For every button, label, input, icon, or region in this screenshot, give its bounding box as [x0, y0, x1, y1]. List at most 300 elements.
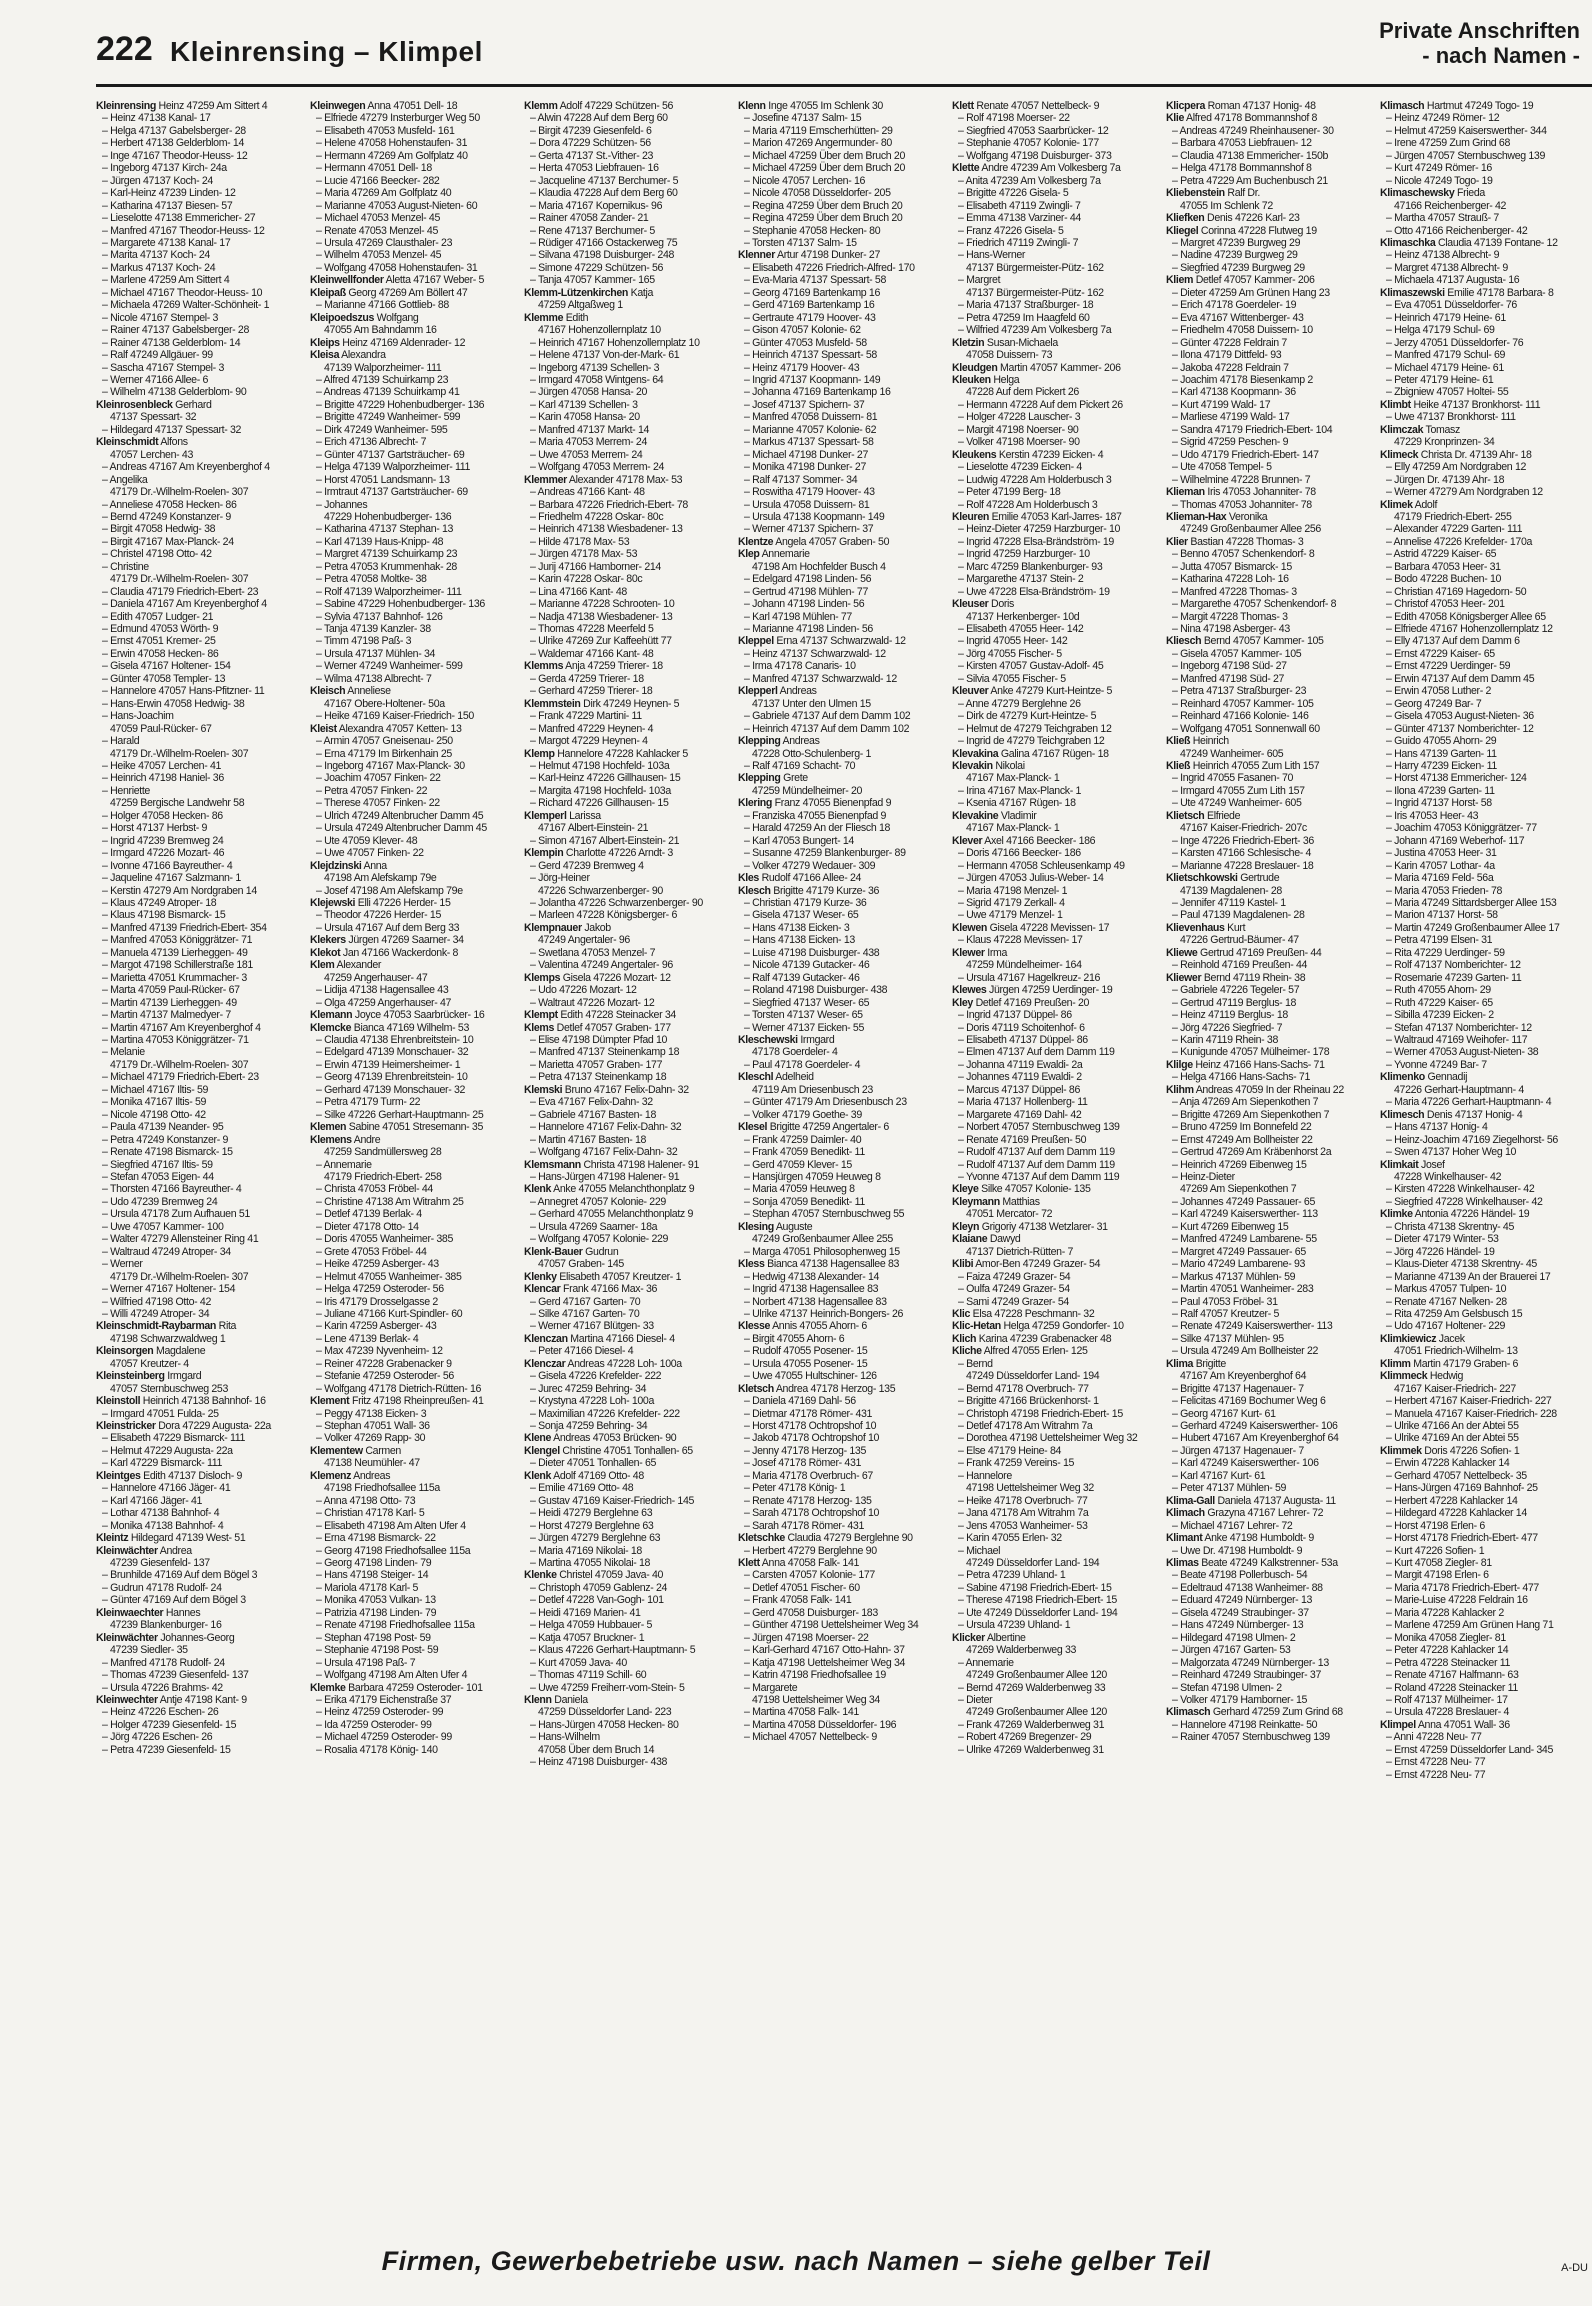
directory-entry: 47119 Am Driesenbusch 23 [752, 1083, 873, 1096]
directory-entry: – Margarethe 47137 Stein- 2 [958, 573, 1084, 586]
directory-entry: Kleudgen Martin 47057 Kammer- 206 [952, 361, 1121, 374]
directory-entry: – Rudolf 47137 Auf dem Damm 119 [958, 1146, 1115, 1159]
surname: Klimmeck [1380, 1370, 1428, 1383]
directory-entry: – Dora 47229 Schützen- 56 [530, 137, 651, 150]
directory-entry: – Bruno 47259 Im Bonnefeld 22 [1172, 1121, 1312, 1134]
directory-entry: Kleinwächter Johannes-Georg [96, 1631, 235, 1644]
surname: Klimm [1380, 1357, 1411, 1370]
directory-entry: – Ernst 47228 Neu- 77 [1386, 1768, 1486, 1781]
directory-entry: – Peter 47179 Heine- 61 [1386, 373, 1494, 386]
directory-entry: – Heinz 47138 Kanal- 17 [102, 112, 211, 125]
directory-entry: Klever Axel 47166 Beecker- 186 [952, 834, 1096, 847]
surname: Klimaschka [1380, 236, 1436, 249]
directory-entry: – Wilma 47138 Albrecht- 7 [316, 672, 432, 685]
surname: Kliefken [1166, 212, 1205, 225]
surname: Klenke [524, 1569, 557, 1582]
directory-entry: Klewes Jürgen 47259 Uerdinger- 19 [952, 984, 1113, 997]
surname: Klekers [310, 934, 346, 947]
directory-entry: Klemcke Bianca 47169 Wilhelm- 53 [310, 1021, 469, 1034]
directory-entry: – Margret 47139 Schuirkamp 23 [316, 548, 458, 561]
directory-entry: – Roland 47228 Steinacker 11 [1386, 1681, 1518, 1694]
directory-entry: 47055 Im Schlenk 72 [1180, 199, 1273, 212]
directory-entry: 47226 Schwarzenberger- 90 [538, 884, 663, 897]
directory-entry: – Ingrid 47137 Koopmann- 149 [744, 373, 881, 386]
directory-entry: Klenczar Andreas 47228 Loh- 100a [524, 1357, 682, 1370]
directory-entry: – Elisabeth 47055 Heer- 142 [958, 623, 1084, 636]
directory-entry: – Manfred 47139 Friedrich-Ebert- 354 [102, 921, 267, 934]
directory-entry: – Doris 47119 Schoitenhof- 6 [958, 1021, 1085, 1034]
directory-entry: Klemke Barbara 47259 Osteroder- 101 [310, 1681, 483, 1694]
directory-entry: 47059 Paul-Rücker- 67 [110, 722, 212, 735]
directory-entry: – Frank 47259 Vereins- 15 [958, 1457, 1075, 1470]
directory-entry: – Elisabeth 47198 Am Alten Ufer 4 [316, 1519, 466, 1532]
directory-entry: – Ursula 47249 Am Bollheister 22 [1172, 1345, 1319, 1358]
directory-entry: – Günther 47198 Uettelsheimer Weg 34 [744, 1619, 919, 1632]
directory-entry: – Michael 47259 Osteroder- 99 [316, 1731, 452, 1744]
directory-entry: – Sigrid 47179 Zerkall- 4 [958, 897, 1065, 909]
directory-entry: Klibi Amor-Ben 47249 Grazer- 54 [952, 1258, 1101, 1271]
directory-entry: – Ingrid 47137 Düppel- 86 [958, 1009, 1072, 1022]
directory-entry: – Josefine 47137 Salm- 15 [744, 112, 862, 125]
directory-entry: – Theodor 47226 Herder- 15 [316, 909, 441, 922]
directory-entry: Klett Renate 47057 Nettelbeck- 9 [952, 100, 1100, 112]
directory-entry: – Jerzy 47051 Düsseldorfer- 76 [1386, 336, 1524, 349]
surname: Kleschl [738, 1071, 774, 1084]
directory-entry: – Hermann 47228 Auf dem Pickert 26 [958, 398, 1123, 411]
directory-entry: – Kurt 47059 Java- 40 [530, 1656, 627, 1669]
directory-entry: 47259 Sandmüllersweg 28 [324, 1146, 442, 1159]
directory-entry: – Gertraute 47179 Hoover- 43 [744, 311, 876, 324]
directory-entry: – Lina 47166 Kant- 48 [530, 585, 627, 598]
directory-entry: – Edith 47058 Königsberger Allee 65 [1386, 610, 1546, 623]
directory-entry: – Anneliese 47058 Hecken- 86 [102, 498, 237, 511]
surname: Klengel [524, 1444, 560, 1457]
directory-entry: – Reinhold 47169 Preußen- 44 [1172, 959, 1308, 972]
directory-entry: – Holger 47058 Hecken- 86 [102, 809, 223, 822]
directory-entry: – Günter 47058 Templer- 13 [102, 672, 226, 685]
directory-entry: – Maria 47053 Frieden- 78 [1386, 884, 1503, 897]
directory-entry: – Thomas 47119 Schill- 60 [530, 1669, 647, 1682]
surname: Kliewer [1166, 971, 1202, 984]
directory-entry: – Maria 47178 Friedrich-Ebert- 477 [1386, 1581, 1539, 1594]
directory-entry: – Renate 47249 Kaiserswerther- 113 [1172, 1320, 1333, 1333]
directory-entry: – Waltraud 47169 Weihofer- 117 [1386, 1033, 1528, 1046]
directory-entry: – Andreas 47167 Am Kreyenberghof 4 [102, 461, 270, 474]
surname: Klesel [738, 1121, 768, 1134]
directory-entry: – Renate 47198 Bismarck- 15 [102, 1146, 233, 1159]
directory-entry: – Alexander 47229 Garten- 111 [1386, 523, 1523, 536]
directory-entry: – Lucie 47166 Beecker- 282 [316, 174, 440, 187]
directory-entry: – Norbert 47057 Sternbuschweg 139 [958, 1121, 1120, 1134]
surname: Klic-Hetan [952, 1320, 1001, 1333]
directory-entry: – Dorothea 47198 Uettelsheimer Weg 32 [958, 1432, 1138, 1445]
directory-entry: Kliche Alfred 47055 Erlen- 125 [952, 1345, 1088, 1358]
directory-entry: – Elly 47137 Auf dem Damm 6 [1386, 635, 1520, 648]
surname: Kleisa [310, 349, 340, 362]
directory-entry: – Mario 47249 Lambarene- 93 [1172, 1258, 1306, 1271]
directory-entry: – Stefan 47137 Nomberichter- 12 [1386, 1021, 1532, 1034]
surname: Kleinrosenbleck [96, 398, 173, 411]
directory-entry: – Martin 47139 Lierheggen- 49 [102, 996, 237, 1009]
directory-entry: 47228 Auf dem Pickert 26 [966, 386, 1079, 399]
directory-entry: – Sami 47249 Grazer- 54 [958, 1295, 1069, 1308]
directory-entry: – Heinz 47138 Albrecht- 9 [1386, 249, 1500, 262]
directory-entry: – Ute 47249 Wanheimer- 605 [1172, 797, 1302, 810]
directory-entry: – Erwin 47058 Luther- 2 [1386, 685, 1492, 698]
directory-entry: – Werner 47137 Spichern- 37 [744, 523, 874, 536]
directory-entry: – Hans-Erwin 47058 Hedwig- 38 [102, 697, 245, 710]
directory-entry: – Annelise 47226 Krefelder- 170a [1386, 535, 1533, 548]
directory-entry: – Petra 47259 Im Haagfeld 60 [958, 311, 1090, 324]
directory-entry: – Elisabeth 47229 Bismarck- 111 [102, 1432, 246, 1445]
directory-entry: – Martina 47053 Königgrätzer- 71 [102, 1033, 249, 1046]
directory-entry: – Eva-Maria 47137 Spessart- 58 [744, 274, 887, 287]
surname: Klima [1166, 1357, 1194, 1370]
directory-entry: – Stefanie 47259 Osteroder- 56 [316, 1370, 454, 1383]
directory-entry: – Heinrich 47269 Eibenweg 15 [1172, 1158, 1307, 1171]
surname: Klie [1166, 112, 1185, 125]
directory-entry: – Rudolf 47055 Posener- 15 [744, 1345, 868, 1358]
surname: Klep [738, 548, 760, 561]
directory-entry: – Heinz 47137 Schwarzwald- 12 [744, 647, 886, 660]
directory-entry: – Gudrun 47178 Rudolf- 24 [102, 1581, 222, 1594]
directory-entry: – Martin 47051 Wanheimer- 283 [1172, 1283, 1314, 1296]
directory-entry: – Renate 47198 Friedhofsallee 115a [316, 1619, 475, 1632]
directory-entry: Klepperl Andreas [738, 685, 817, 698]
directory-entry: – Jurec 47259 Behring- 34 [530, 1382, 647, 1395]
directory-entry: – Ralf 47169 Schacht- 70 [744, 760, 856, 773]
directory-entry: – Georg 47198 Linden- 79 [316, 1557, 432, 1570]
directory-entry: – Maria 47119 Emscherhütten- 29 [744, 124, 893, 137]
directory-entry: – Werner [102, 1258, 143, 1271]
surname: Klietschkowski [1166, 872, 1238, 885]
directory-entry: Klep Annemarie [738, 548, 810, 561]
directory-entry: – Bernd [958, 1357, 993, 1370]
directory-entry: 47259 Mündelheimer- 20 [752, 784, 863, 797]
directory-entry: Kleuren Emilie 47053 Karl-Jarres- 187 [952, 510, 1122, 523]
surname: Klempt [524, 1009, 558, 1022]
directory-entry: – Anna 47198 Otto- 73 [316, 1494, 416, 1507]
directory-entry: Klemmer Alexander 47178 Max- 53 [524, 473, 683, 486]
directory-entry: – Georg 47167 Kurt- 61 [1172, 1407, 1276, 1420]
directory-entry: – Klaudia 47228 Auf dem Berg 60 [530, 187, 678, 200]
directory-entry: – Petra 47199 Elsen- 31 [1386, 934, 1493, 947]
surname: Klempin [524, 847, 564, 860]
directory-entry: Klem Alexander [310, 959, 382, 972]
directory-entry: – Ingrid 47259 Harzburger- 10 [958, 548, 1090, 561]
directory-entry: – Hermann 47051 Dell- 18 [316, 162, 432, 175]
directory-entry: – Lothar 47138 Bahnhof- 4 [102, 1507, 220, 1520]
directory-entry: Klic Elsa 47228 Peschmann- 32 [952, 1307, 1095, 1320]
directory-entry: Kleist Alexandra 47057 Ketten- 13 [310, 722, 462, 735]
surname: Klevakine [952, 809, 999, 822]
surname: Klenczar [524, 1357, 566, 1370]
directory-entry: – Markus 47137 Mühlen- 59 [1172, 1270, 1296, 1283]
surname: Kleinwechter [96, 1694, 158, 1706]
directory-entry: – Thomas 47239 Giesenfeld- 137 [102, 1669, 249, 1682]
directory-entry: Kles Rudolf 47166 Allee- 24 [738, 872, 862, 885]
directory-entry: Klimasch Gerhard 47259 Zum Grind 68 [1166, 1706, 1343, 1719]
directory-entry: Klenk Adolf 47169 Otto- 48 [524, 1469, 644, 1482]
directory-entry: – Karsten 47166 Schlesische- 4 [1172, 847, 1312, 860]
surname: Kleinwegen [310, 100, 366, 112]
directory-entry: – Frank 47059 Benedikt- 11 [744, 1146, 865, 1159]
directory-entry: – Hans-Jürgen 47169 Bahnhof- 25 [1386, 1482, 1538, 1495]
directory-entry: – Grete 47053 Fröbel- 44 [316, 1245, 427, 1258]
directory-entry: 47179 Friedrich-Ebert- 255 [1394, 510, 1512, 523]
directory-entry: – Waltraut 47226 Mozart- 12 [530, 996, 655, 1009]
directory-entry: – Annegret 47057 Kolonie- 229 [530, 1195, 666, 1208]
directory-entry: – Herbert 47138 Gelderblom- 14 [102, 137, 245, 150]
directory-entry: Kletschke Claudia 47279 Berglehne 90 [738, 1532, 913, 1545]
surname: Klemms [524, 660, 564, 673]
directory-entry: – Helmut 47198 Hochfeld- 103a [530, 760, 670, 773]
surname: Klem [310, 959, 335, 972]
directory-entry: – Willi 47249 Atroper- 34 [102, 1307, 210, 1320]
surname: Klimek [1380, 498, 1413, 511]
directory-entry: Klemme Edith [524, 311, 589, 324]
directory-entry: – Erika 47179 Eichenstraße 37 [316, 1694, 452, 1706]
directory-entry: – Emma 47138 Varziner- 44 [958, 212, 1081, 225]
surname: Kleintz [96, 1532, 129, 1545]
directory-entry: – Manfred 47058 Duissern- 81 [744, 411, 878, 424]
directory-entry: – Waltraud 47249 Atroper- 34 [102, 1245, 231, 1258]
directory-entry: – Volker 47179 Hamborner- 15 [1172, 1694, 1308, 1706]
surname: Klilge [1166, 1058, 1193, 1071]
directory-entry: Klieman-Hax Veronika [1166, 510, 1268, 523]
directory-entry: – Sarah 47178 Römer- 431 [744, 1519, 864, 1532]
directory-entry: Klimach Grazyna 47167 Lehrer- 72 [1166, 1507, 1324, 1520]
surname: Klieman-Hax [1166, 510, 1227, 523]
directory-entry: – Eva 47167 Wittenberger- 43 [1172, 311, 1304, 324]
directory-entry: – Stephan 47198 Post- 59 [316, 1631, 431, 1644]
directory-entry: – Rolf 47137 Nomberichter- 12 [1386, 959, 1521, 972]
directory-entry: Klimek Adolf [1380, 498, 1438, 511]
directory-entry: 47137 Herkenberger- 10d [966, 610, 1080, 623]
directory-entry: – Manfred 47198 Süd- 27 [1172, 672, 1285, 685]
directory-entry: Kleschewski Irmgard [738, 1033, 835, 1046]
directory-entry: – Stephan 47051 Wall- 36 [316, 1420, 430, 1433]
directory-entry: – Elfriede 47167 Hohenzollernplatz 12 [1386, 623, 1553, 636]
surname: Kletschke [738, 1532, 785, 1545]
directory-entry: – Simone 47229 Schützen- 56 [530, 261, 664, 274]
directory-entry: – Klaus 47226 Gerhart-Hauptmann- 5 [530, 1644, 696, 1657]
directory-entry: – Detlef 47178 Am Witrahm 7a [958, 1420, 1093, 1433]
directory-entry: – Heinz-Dieter [1172, 1170, 1235, 1183]
directory-columns [96, 100, 1592, 2195]
directory-entry: – Gerd 47169 Bartenkamp 16 [744, 299, 875, 312]
directory-entry: – Marliese 47199 Wald- 17 [1172, 411, 1290, 424]
directory-entry: Klepping Andreas [738, 735, 820, 748]
surname: Klemm [524, 100, 558, 112]
directory-entry: Klevakine Vladimir [952, 809, 1037, 822]
directory-entry: – Helga 47139 Walporzheimer- 111 [316, 461, 471, 474]
directory-entry: – Wilhelmine 47228 Brunnen- 7 [1172, 473, 1311, 486]
directory-entry: – Nina 47198 Asberger- 43 [1172, 623, 1290, 636]
directory-entry: – Brunhilde 47169 Auf dem Bögel 3 [102, 1569, 258, 1582]
surname: Kleinrensing [96, 100, 156, 112]
directory-entry: Klima-Gall Daniela 47137 Augusta- 11 [1166, 1494, 1336, 1507]
surname: Kless [738, 1258, 765, 1271]
directory-entry: – Manuela 47167 Kaiser-Friedrich- 228 [1386, 1407, 1557, 1420]
directory-entry: – Brigitte 47249 Wanheimer- 599 [316, 411, 461, 424]
directory-entry: – Herbert 47228 Kahlacker 14 [1386, 1494, 1518, 1507]
directory-entry: – Lieselotte 47138 Emmericher- 27 [102, 212, 256, 225]
directory-entry: Klemen Sabine 47051 Stresemann- 35 [310, 1121, 484, 1134]
directory-entry: – Reiner 47228 Grabenacker 9 [316, 1357, 452, 1370]
directory-entry: – Erich 47178 Goerdeler- 19 [1172, 299, 1297, 312]
directory-entry: – Hans-Wilhelm [530, 1731, 600, 1744]
directory-entry: – Heidi 47169 Marien- 41 [530, 1606, 641, 1619]
surname: Klimmek [1380, 1444, 1422, 1457]
directory-entry: Kleukens Kerstin 47239 Eicken- 4 [952, 448, 1104, 461]
section-heading-line2: - nach Namen - [1422, 43, 1580, 68]
directory-entry: – Sabine 47229 Hohenbudberger- 136 [316, 598, 485, 611]
directory-entry: – Katharina 47228 Loh- 16 [1172, 573, 1289, 586]
directory-entry: 47239 Siedler- 35 [110, 1644, 188, 1657]
directory-entry: – Margita 47198 Hochfeld- 103a [530, 784, 671, 797]
directory-entry: – Heike 47169 Kaiser-Friedrich- 150 [316, 710, 474, 723]
directory-entry: – Manuela 47139 Lierheggen- 49 [102, 946, 248, 959]
directory-entry: – Klaus 47249 Atroper- 18 [102, 897, 217, 909]
directory-entry: – Werner 47137 Eicken- 55 [744, 1021, 865, 1034]
directory-entry: – Karl 47198 Mühlen- 77 [744, 610, 852, 623]
directory-entry: – Norbert 47138 Hagensallee 83 [744, 1295, 887, 1308]
directory-entry: – Marianne 47166 Gottlieb- 88 [316, 299, 449, 312]
directory-entry: – Paul 47139 Magdalenen- 28 [1172, 909, 1305, 922]
surname: Klewen [952, 921, 987, 934]
directory-entry: – Juliane 47166 Kurt-Spindler- 60 [316, 1307, 463, 1320]
directory-entry: Kleinrosenbleck Gerhard [96, 398, 212, 411]
directory-entry: 47058 Über dem Bruch 14 [538, 1743, 655, 1756]
surname: Klibi [952, 1258, 974, 1271]
directory-entry: – Uwe 47137 Bronkhorst- 111 [1386, 411, 1516, 424]
directory-entry: – Erich 47136 Albrecht- 7 [316, 436, 427, 449]
directory-entry: – Uwe Dr. 47198 Humboldt- 9 [1172, 1544, 1303, 1557]
directory-entry: – Monika 47198 Dunker- 27 [744, 461, 866, 474]
directory-entry: – Werner 47166 Allee- 6 [102, 373, 209, 386]
directory-entry: – Heike 47178 Overbruch- 77 [958, 1494, 1088, 1507]
surname: Klevakin [952, 760, 993, 773]
surname: Kleintges [96, 1469, 141, 1482]
directory-entry: – Swen 47137 Hoher Weg 10 [1386, 1146, 1517, 1159]
directory-entry: – Werner 47167 Blütgen- 33 [530, 1320, 654, 1333]
directory-entry: – Jürgen 47058 Hansa- 20 [530, 386, 648, 399]
directory-entry: – Nicole 47167 Stempel- 3 [102, 311, 219, 324]
directory-entry: – Stefan 47198 Ulmen- 2 [1172, 1681, 1282, 1694]
directory-entry: – Ingrid 47055 Heer- 142 [958, 635, 1068, 648]
directory-entry: – Herbert 47167 Kaiser-Friedrich- 227 [1386, 1395, 1552, 1408]
directory-entry: – Andreas 47166 Kant- 48 [530, 486, 645, 499]
directory-entry: – Peter 47228 Kahlacker 14 [1386, 1644, 1509, 1657]
directory-entry: – Else 47179 Heine- 84 [958, 1444, 1062, 1457]
directory-entry: – Renate 47178 Herzog- 135 [744, 1494, 872, 1507]
directory-entry: – Irmgard 47055 Zum Lith 157 [1172, 784, 1305, 797]
directory-entry: – Karl 47053 Bungert- 14 [744, 834, 854, 847]
directory-entry: Klekot Jan 47166 Wackerdonk- 8 [310, 946, 459, 959]
directory-entry: – Petra 47229 Am Buchenbusch 21 [1172, 174, 1328, 187]
directory-entry: Klicpera Roman 47137 Honig- 48 [1166, 100, 1316, 112]
directory-entry: – Marion 47269 Angermunder- 80 [744, 137, 892, 150]
directory-entry: – Christoph 47059 Gablenz- 24 [530, 1581, 668, 1594]
directory-entry: – Marcus 47137 Düppel- 86 [958, 1083, 1080, 1096]
directory-entry: 47239 Giesenfeld- 137 [110, 1557, 210, 1570]
directory-entry: – Kurt 47249 Römer- 16 [1386, 162, 1492, 175]
directory-entry: – Sonja 47059 Benedikt- 11 [744, 1195, 865, 1208]
directory-entry: – Ursula 47269 Clausthaler- 23 [316, 236, 453, 249]
directory-entry: – Heinrich 47138 Wiesbadener- 13 [530, 523, 683, 536]
surname: Klimaschewsky [1380, 187, 1455, 200]
surname: Kleist [310, 722, 337, 735]
directory-entry: – Melanie [102, 1046, 145, 1059]
surname: Klic [952, 1307, 971, 1320]
directory-entry: – Ursula 47055 Posener- 15 [744, 1357, 868, 1370]
directory-entry: – Kirsten 47057 Gustav-Adolf- 45 [958, 660, 1104, 673]
directory-entry: – Peter 47137 Mühlen- 59 [1172, 1482, 1287, 1495]
corner-mark: A-DU [1561, 2262, 1588, 2274]
directory-entry: – Paula 47139 Neander- 95 [102, 1121, 224, 1134]
directory-entry: – Felicitas 47169 Bochumer Weg 6 [1172, 1395, 1326, 1408]
directory-entry: – Kurt 47199 Wald- 17 [1172, 398, 1271, 411]
directory-entry: – Katja 47057 Bruckner- 1 [530, 1631, 645, 1644]
directory-entry: – Jürgen 47137 Hagenauer- 7 [1172, 1444, 1304, 1457]
directory-entry: – Udo 47167 Holtener- 229 [1386, 1320, 1506, 1333]
directory-entry: – Ulrike 47269 Walderbenweg 31 [958, 1743, 1104, 1756]
directory-entry: – Manfred 47228 Thomas- 3 [1172, 585, 1297, 598]
directory-entry: – Malgorzata 47249 Nürnberger- 13 [1172, 1656, 1329, 1669]
surname: Kleinschmidt-Raybarman [96, 1320, 217, 1333]
directory-entry: – Michael 47167 Iltis- 59 [102, 1083, 209, 1096]
surname: Klihm [1166, 1083, 1194, 1096]
directory-entry: – Monika 47167 Iltis- 59 [102, 1096, 207, 1109]
directory-entry: – Paul 47053 Fröbel- 31 [1172, 1295, 1278, 1308]
directory-entry: 47167 Hohenzollernplatz 10 [538, 324, 661, 337]
directory-entry: Klemm-Lützenkirchen Katja [524, 286, 654, 299]
surname: Kleuken [952, 373, 991, 386]
surname: Klimkiewicz [1380, 1332, 1437, 1345]
surname: Klimkait [1380, 1158, 1419, 1171]
directory-entry: – Barbara 47226 Friedrich-Ebert- 78 [530, 498, 688, 511]
directory-entry: – Hans 47139 Garten- 11 [1386, 747, 1497, 760]
directory-entry: – Friedrich 47119 Zwingli- 7 [958, 236, 1079, 249]
surname: Klever [952, 834, 983, 847]
directory-entry: – Rainer 47137 Gabelsberger- 28 [102, 324, 249, 337]
directory-column [738, 100, 944, 2195]
directory-entry: – Edelgard 47198 Linden- 56 [744, 573, 872, 586]
surname: Klicpera [1166, 100, 1206, 112]
directory-entry: – Christoph 47198 Friedrich-Ebert- 15 [958, 1407, 1123, 1420]
directory-entry: Klemps Gisela 47226 Mozart- 12 [524, 971, 671, 984]
directory-entry: 47249 Wanheimer- 605 [1180, 747, 1284, 760]
directory-entry: – Hermann 47269 Am Golfplatz 40 [316, 149, 468, 162]
directory-entry: 47057 Kreutzer- 4 [110, 1357, 189, 1370]
directory-entry: – Johannes 47249 Passauer- 65 [1172, 1195, 1315, 1208]
directory-entry: – Elfriede 47279 Insterburger Weg 50 [316, 112, 480, 125]
directory-entry: – Renate 47167 Halfmann- 63 [1386, 1669, 1519, 1682]
directory-entry: – Marianne 47139 An der Brauerei 17 [1386, 1270, 1551, 1283]
directory-entry: – Rudolf 47137 Auf dem Damm 119 [958, 1158, 1115, 1171]
directory-entry: – Heinz-Joachim 47169 Ziegelhorst- 56 [1386, 1133, 1558, 1146]
directory-entry: – Maria 47137 Straßburger- 18 [958, 299, 1094, 312]
directory-entry: Klimas Beate 47249 Kalkstrenner- 53a [1166, 1557, 1338, 1570]
directory-entry: Klenk Anke 47055 Melanchthonplatz 9 [524, 1183, 695, 1196]
directory-entry: – Gerd 47239 Bremweg 4 [530, 859, 644, 872]
directory-entry: – Uwe 47179 Menzel- 1 [958, 909, 1063, 922]
surname: Klenner [738, 249, 775, 262]
directory-entry: – Karin 47119 Rhein- 38 [1172, 1033, 1279, 1046]
directory-entry: Klimeck Christa Dr. 47139 Ahr- 18 [1380, 448, 1532, 461]
directory-entry: – Ilona 47239 Garten- 11 [1386, 784, 1495, 797]
